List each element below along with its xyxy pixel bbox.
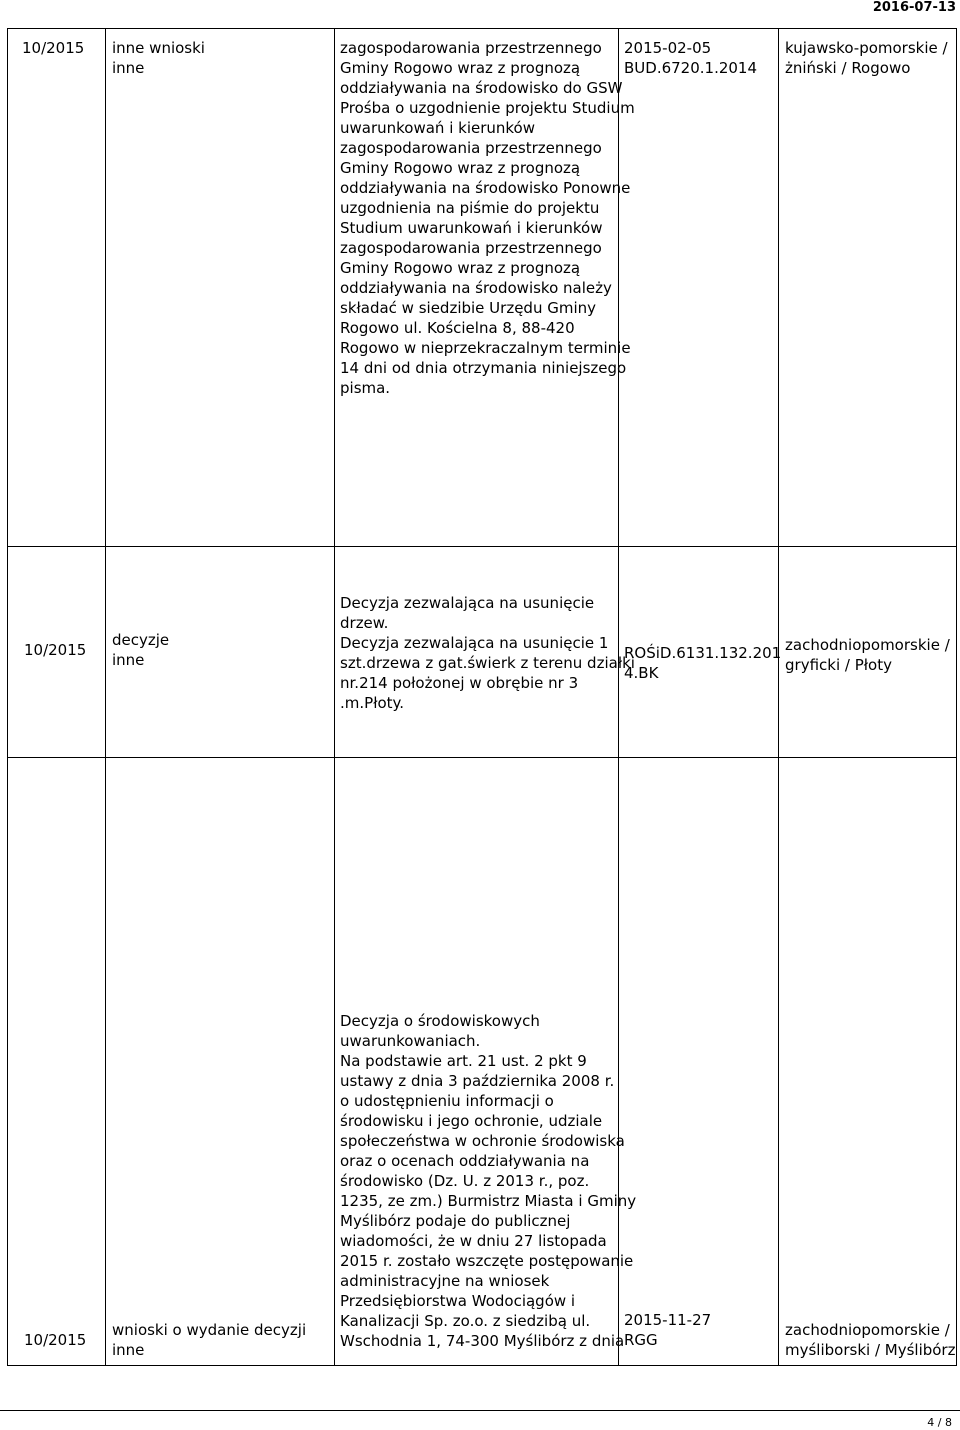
cell-line: 2015 r. zostało wszczęte postępowanie — [340, 1252, 634, 1270]
cell-line: nr.214 położonej w obrębie nr 3 — [340, 674, 579, 692]
cell-line: gryficki / Płoty — [785, 656, 892, 674]
column-divider — [778, 28, 779, 1366]
cell-line: inne — [112, 651, 145, 669]
cell-reference — [624, 643, 781, 683]
column-divider — [105, 28, 106, 1366]
cell-location — [785, 38, 948, 78]
cell-line: 1235, ze zm.) Burmistrz Miasta i Gminy — [340, 1192, 637, 1210]
table-right-border — [956, 28, 957, 1366]
cell-number — [24, 1330, 86, 1350]
cell-line: 10/2015 — [22, 39, 85, 57]
cell-line: inne wnioski — [112, 39, 205, 57]
cell-location — [785, 635, 950, 675]
cell-line: Rogowo ul. Kościelna 8, 88-420 — [340, 319, 575, 337]
cell-number — [22, 38, 84, 58]
cell-line: 2015-02-05 — [624, 39, 712, 57]
cell-line: wiadomości, że w dniu 27 listopada — [340, 1232, 607, 1250]
cell-line: uwarunkowań i kierunków — [340, 119, 536, 137]
page-number: 4 / 8 — [927, 1416, 952, 1429]
cell-line: ustawy z dnia 3 października 2008 r. — [340, 1072, 615, 1090]
cell-line: decyzje — [112, 631, 170, 649]
cell-line: Na podstawie art. 21 ust. 2 pkt 9 — [340, 1052, 587, 1070]
cell-description — [340, 1011, 636, 1351]
cell-line: .m.Płoty. — [340, 694, 405, 712]
cell-line: zagospodarowania przestrzennego — [340, 39, 602, 57]
cell-line: kujawsko-pomorskie / — [785, 39, 948, 57]
cell-line: środowisko (Dz. U. z 2013 r., poz. — [340, 1172, 590, 1190]
cell-type — [112, 38, 205, 78]
cell-line: Decyzja zezwalająca na usunięcie 1 — [340, 634, 609, 652]
cell-line: Gminy Rogowo wraz z prognozą — [340, 59, 581, 77]
cell-line: BUD.6720.1.2014 — [624, 59, 758, 77]
cell-line: oddziaływania na środowisko Ponowne — [340, 179, 631, 197]
row-divider — [7, 546, 957, 547]
cell-line: Decyzja zezwalająca na usunięcie — [340, 594, 595, 612]
cell-location — [785, 1320, 955, 1360]
cell-line: wnioski o wydanie decyzji — [112, 1321, 307, 1339]
cell-line: pisma. — [340, 379, 391, 397]
cell-line: Rogowo w nieprzekraczalnym terminie — [340, 339, 631, 357]
cell-line: Kanalizacji Sp. zo.o. z siedzibą ul. — [340, 1312, 591, 1330]
cell-line: myśliborski / Myślibórz — [785, 1341, 956, 1359]
cell-line: inne — [112, 1341, 145, 1359]
cell-line: Przedsiębiorstwa Wodociągów i — [340, 1292, 576, 1310]
cell-line: oddziaływania na środowisko do GSW — [340, 79, 623, 97]
cell-line: 14 dni od dnia otrzymania niniejszego — [340, 359, 627, 377]
cell-description — [340, 593, 635, 713]
cell-line: 10/2015 — [24, 1331, 87, 1349]
cell-line: szt.drzewa z gat.świerk z terenu działki — [340, 654, 635, 672]
cell-line: oddziaływania na środowisko należy — [340, 279, 612, 297]
cell-line: zagospodarowania przestrzennego — [340, 139, 602, 157]
cell-type — [112, 1320, 306, 1360]
cell-line: oraz o ocenach oddziaływania na — [340, 1152, 590, 1170]
cell-line: Gminy Rogowo wraz z prognozą — [340, 159, 581, 177]
cell-line: Wschodnia 1, 74-300 Myślibórz z dnia — [340, 1332, 625, 1350]
cell-line: Decyzja o środowiskowych — [340, 1012, 540, 1030]
cell-line: o udostępnieniu informacji o — [340, 1092, 554, 1110]
cell-line: ROŚiD.6131.132.201 — [624, 644, 782, 662]
cell-line: Studium uwarunkowań i kierunków — [340, 219, 603, 237]
cell-description — [340, 38, 635, 398]
cell-reference — [624, 38, 757, 78]
cell-line: inne — [112, 59, 145, 77]
cell-line: administracyjne na wniosek — [340, 1272, 550, 1290]
cell-line: 2015-11-27 — [624, 1311, 712, 1329]
table-left-border — [7, 28, 8, 1366]
cell-line: zagospodarowania przestrzennego — [340, 239, 602, 257]
table-top-border — [7, 28, 957, 29]
cell-line: 10/2015 — [24, 641, 87, 659]
cell-line: Myślibórz podaje do publicznej — [340, 1212, 571, 1230]
cell-line: społeczeństwa w ochronie środowiska — [340, 1132, 625, 1150]
cell-line: zachodniopomorskie / — [785, 636, 950, 654]
cell-line: Gminy Rogowo wraz z prognozą — [340, 259, 581, 277]
cell-line: 4.BK — [624, 664, 659, 682]
cell-number — [24, 640, 86, 660]
document-date: 2016-07-13 — [872, 0, 956, 15]
cell-line: drzew. — [340, 614, 389, 632]
cell-line: uwarunkowaniach. — [340, 1032, 481, 1050]
column-divider — [334, 28, 335, 1366]
cell-line: składać w siedzibie Urzędu Gminy — [340, 299, 597, 317]
cell-line: żniński / Rogowo — [785, 59, 911, 77]
cell-type — [112, 630, 169, 670]
cell-line: środowisku i jego ochronie, udziale — [340, 1112, 603, 1130]
row-divider — [7, 757, 957, 758]
cell-reference — [624, 1310, 711, 1350]
cell-line: Prośba o uzgodnienie projektu Studium — [340, 99, 635, 117]
cell-line: uzgodnienia na piśmie do projektu — [340, 199, 600, 217]
cell-line: zachodniopomorskie / — [785, 1321, 950, 1339]
cell-line: RGG — [624, 1331, 658, 1349]
footer-rule — [0, 1410, 960, 1411]
table-bottom-border — [7, 1365, 957, 1366]
